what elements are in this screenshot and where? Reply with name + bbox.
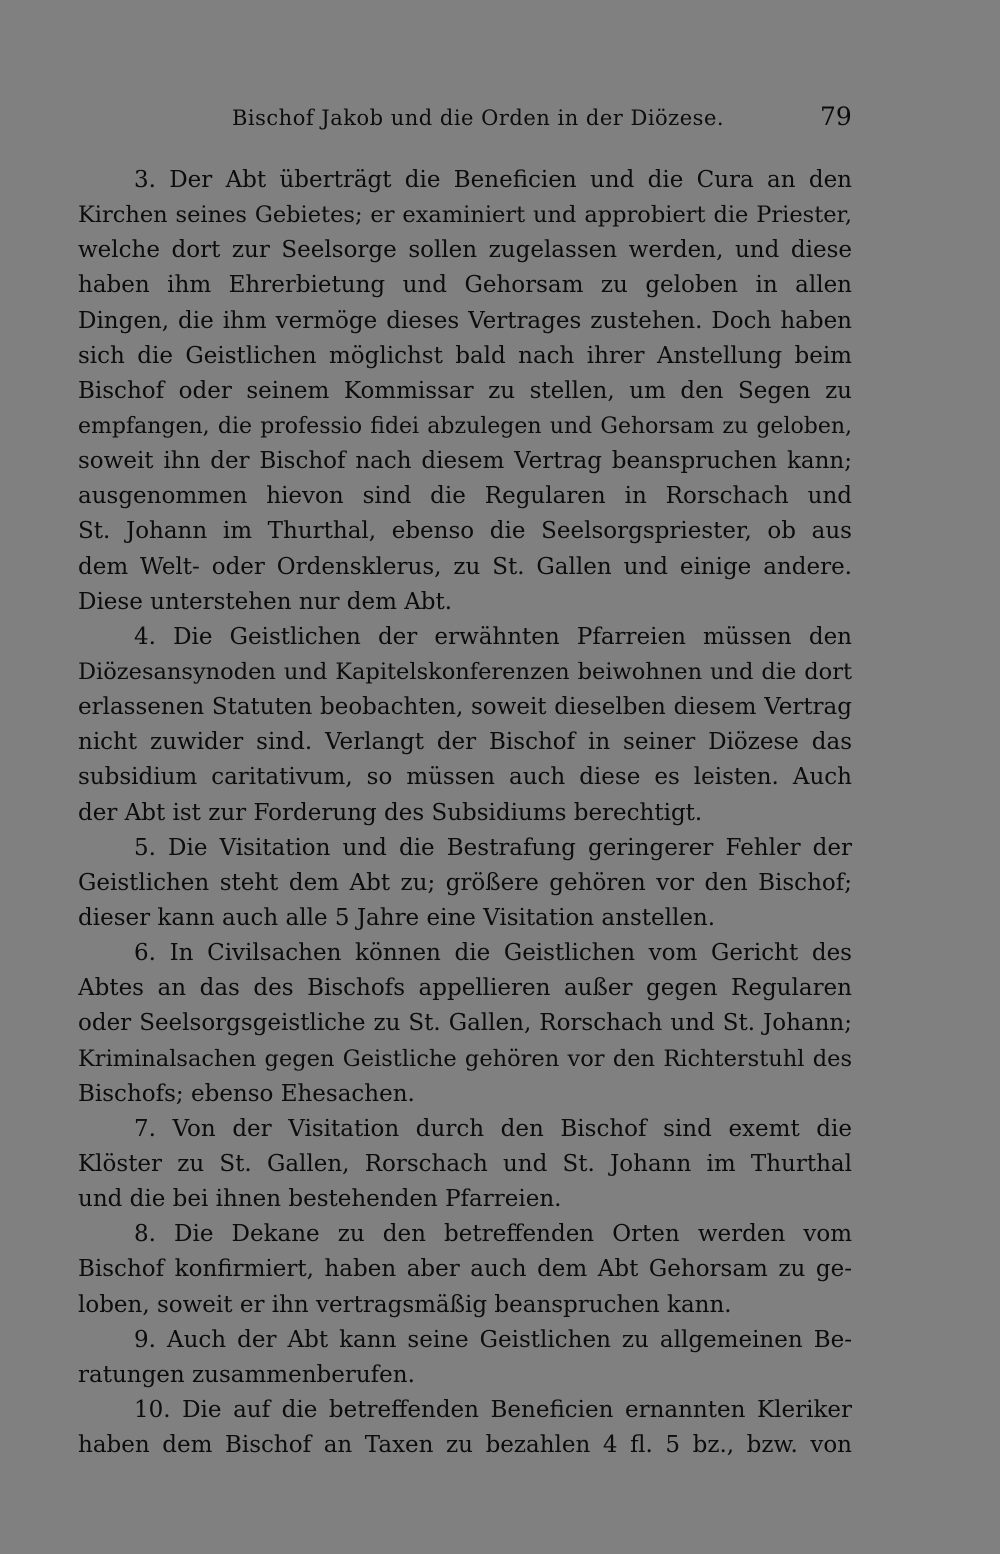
text-line: Diese unterstehen nur dem Abt. — [78, 588, 453, 615]
text-line: der Abt ist zur Forderung des Subsidiums berechtigt. — [78, 799, 703, 826]
body-text — [78, 163, 852, 1463]
text-line: Diözesansynoden und Kapitelskonferenzen beiwohnen und die dort — [78, 658, 852, 685]
text-line: empfangen, die professio fidei abzulegen und Gehorsam zu geloben, — [78, 413, 852, 439]
text-line: Dingen, die ihm vermöge dieses Vertrages zustehen. Doch haben — [78, 307, 852, 334]
text-line: loben, soweit er ihn vertragsmäßig beanspruchen kann. — [78, 1291, 732, 1318]
text-line: Kriminalsachen gegen Geistliche gehören vor den Richterstuhl des — [78, 1045, 852, 1072]
text-line: 7. Von der Visitation durch den Bischof sind exemt die — [134, 1115, 852, 1142]
text-line: Kirchen seines Gebietes; er examiniert und approbiert die Priester, — [78, 202, 852, 229]
text-line: subsidium caritativum, so müssen auch diese es leisten. Auch — [78, 764, 852, 791]
text-line: sich die Geistlichen möglichst bald nach ihrer Anstellung beim — [78, 342, 852, 369]
text-line: haben ihm Ehrerbietung und Gehorsam zu geloben in allen — [78, 272, 852, 299]
text-line: soweit ihn der Bischof nach diesem Vertrag beanspruchen kann; — [78, 448, 852, 475]
text-line: nicht zuwider sind. Verlangt der Bischof in seiner Diözese das — [78, 729, 852, 756]
page-number: 79 — [820, 102, 852, 131]
text-line: 10. Die auf die betreffenden Beneficien ernannten Kleriker — [134, 1396, 852, 1423]
running-head — [0, 102, 1000, 138]
text-line: und die bei ihnen bestehenden Pfarreien. — [78, 1186, 562, 1213]
text-line: dem Welt- oder Ordensklerus, zu St. Gallen und einige andere. — [78, 553, 852, 580]
text-line: Geistlichen steht dem Abt zu; größere gehören vor den Bischof; — [78, 869, 852, 896]
text-line: oder Seelsorgsgeistliche zu St. Gallen, Rorschach und St. Johann; — [78, 1010, 852, 1037]
text-line: Klöster zu St. Gallen, Rorschach und St. Johann im Thurthal — [78, 1150, 852, 1177]
text-line: 8. Die Dekane zu den betreffenden Orten werden vom — [134, 1221, 852, 1248]
text-line: St. Johann im Thurthal, ebenso die Seelsorgspriester, ob aus — [78, 518, 852, 545]
text-line: haben dem Bischof an Taxen zu bezahlen 4 fl. 5 bz., bzw. von — [78, 1432, 852, 1459]
text-line: ratungen zusammenberufen. — [78, 1361, 415, 1388]
text-line: erlassenen Statuten beobachten, soweit dieselben diesem Vertrag — [78, 694, 852, 721]
text-line: Bischof konfirmiert, haben aber auch dem Abt Gehorsam zu ge- — [78, 1256, 852, 1283]
text-line: 6. In Civilsachen können die Geistlichen vom Gericht des — [134, 940, 852, 967]
text-line: Bischof oder seinem Kommissar zu stellen, um den Segen zu — [78, 377, 852, 404]
text-line: 3. Der Abt überträgt die Beneficien und die Cura an den — [134, 167, 852, 193]
text-line: dieser kann auch alle 5 Jahre eine Visitation anstellen. — [78, 904, 716, 931]
text-line: Abtes an das des Bischofs appellieren außer gegen Regularen — [78, 975, 852, 1002]
text-line: Bischofs; ebenso Ehesachen. — [78, 1080, 415, 1107]
text-line: 5. Die Visitation und die Bestrafung geringerer Fehler der — [134, 834, 852, 861]
running-title: Bischof Jakob und die Orden in der Diözese. — [232, 106, 725, 130]
text-line: 9. Auch der Abt kann seine Geistlichen zu allgemeinen Be- — [134, 1326, 852, 1353]
text-line: ausgenommen hievon sind die Regularen in Rorschach und — [78, 483, 852, 510]
text-line: 4. Die Geistlichen der erwähnten Pfarreien müssen den — [134, 623, 852, 650]
text-line: welche dort zur Seelsorge sollen zugelassen werden, und diese — [78, 237, 852, 264]
